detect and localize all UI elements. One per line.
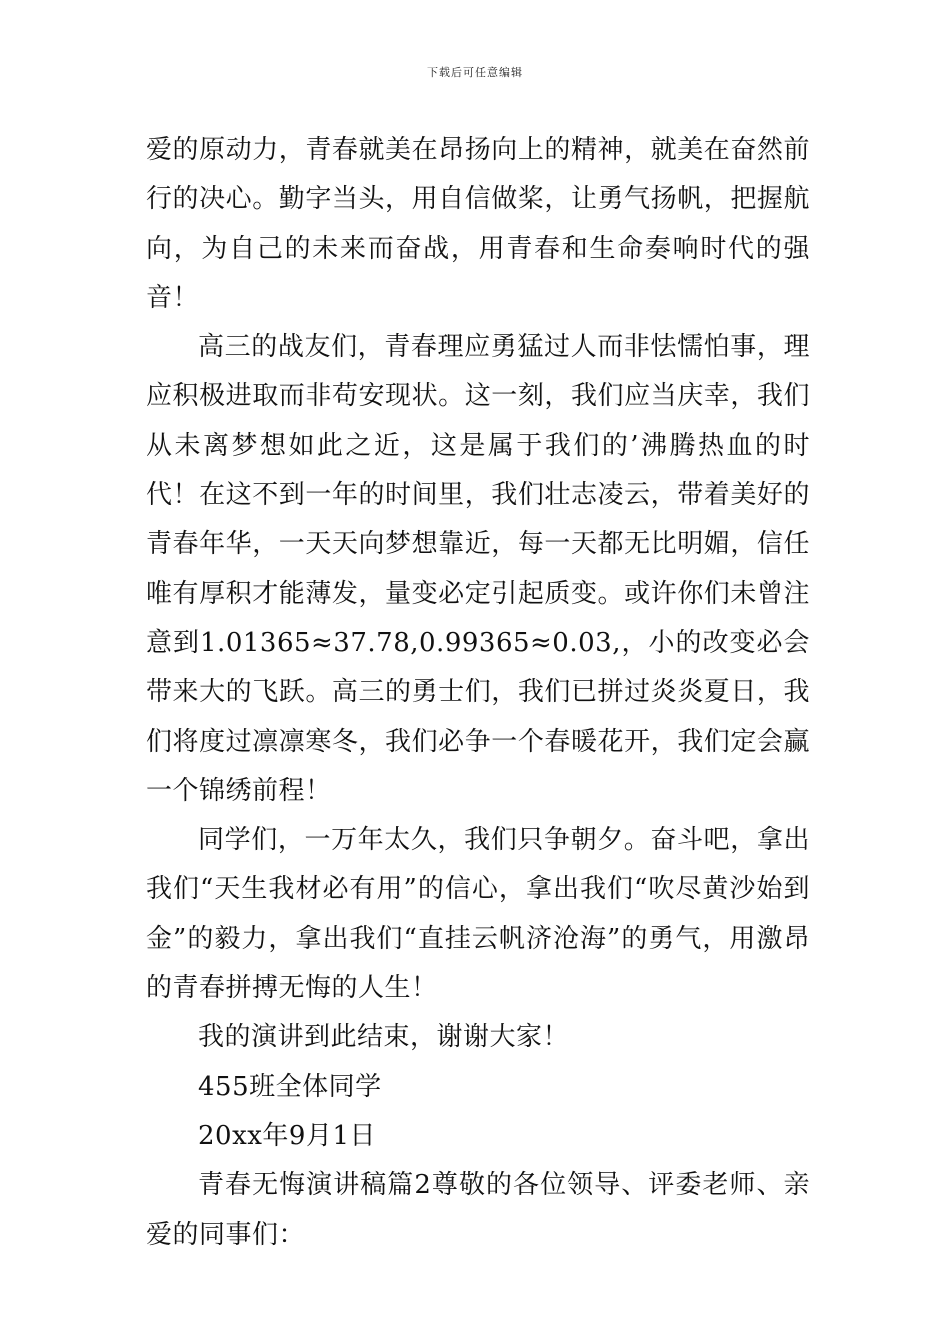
signature-class: 455班全体同学 [198, 1071, 382, 1102]
paragraph-2: 高三的战友们，青春理应勇猛过人而非怯懦怕事，理应积极进取而非苟安现状。这一刻，我们应当庆幸，我们从未离梦想如此之近，这是属于我们的’沸腾热血的时代！在这不到一年的时间里，我们壮志凌云，带着美好的青春年华，一天天向梦想靠近，每一天都无比明媚，信任唯有厚积才能薄发，量变必定引起质变。或许你们未曾注意到1.01365≈37.78,0.99365≈0.03,，小的改变必会带来大的飞跃。高三的勇士们，我们已拼过炎炎夏日，我们将度过凛凛寒冬，我们必争一个春暖花开，我们定会赢一个锦绣前程！ [146, 332, 810, 806]
document-body [146, 126, 810, 1260]
paragraph-3: 同学们，一万年太久，我们只争朝夕。奋斗吧，拿出我们“天生我材必有用”的信心，拿出我们“吹尽黄沙始到金”的毅力，拿出我们“直挂云帆济沧海”的勇气，用激昂的青春拼搏无悔的人生！ [146, 825, 810, 1004]
page-header: 下载后可任意编辑 [427, 66, 523, 79]
closing-line: 我的演讲到此结束，谢谢大家！ [198, 1022, 570, 1053]
next-speech-title: 青春无悔演讲稿篇2尊敬的各位领导、评委老师、亲爱的同事们： [146, 1170, 810, 1250]
signature-date: 20xx年9月1日 [198, 1120, 376, 1151]
paragraph-1: 爱的原动力，青春就美在昂扬向上的精神，就美在奋然前行的决心。勤字当头，用自信做桨，让勇气扬帆，把握航向，为自己的未来而奋战，用青春和生命奏响时代的强音！ [146, 135, 810, 313]
